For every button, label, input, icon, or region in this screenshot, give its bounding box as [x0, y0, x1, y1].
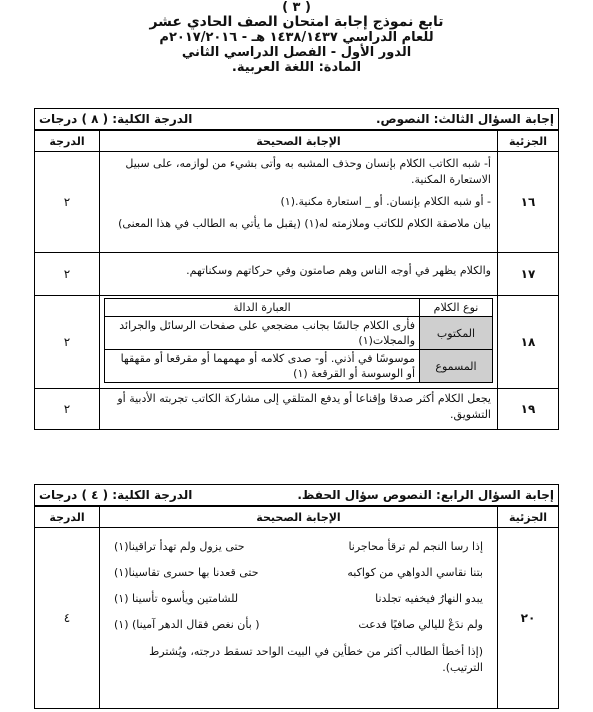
inner-table-row	[105, 317, 493, 350]
column-grade: الدرجة	[35, 507, 100, 527]
answer-line: - أو شبه الكلام بإنسان. أو _ استعارة مكنية.(١)	[280, 195, 491, 208]
grade-value: ٢	[35, 253, 100, 295]
header-year: للعام الدراسي ١٤٣٨/١٤٣٧ هـ - ٢٠١٧/٢٠١٦م	[159, 30, 434, 45]
answer-line: يجعل الكلام أكثر صدقا وإقناعا أو يدفع المتلقي إلى مشاركة الكاتب تجربته الأدبية أو التشويق.	[117, 392, 491, 421]
inner-header-phrase: العبارة الدالة	[105, 299, 420, 317]
part-number: ١٧	[497, 253, 558, 295]
answer-line: بيان ملاصقة الكلام للكاتب وملازمته له(١) (يقبل ما يأتي به الطالب في هذا المعنى)	[118, 217, 491, 230]
question4-header	[35, 485, 558, 507]
answer-text	[100, 253, 497, 295]
poem-verse	[104, 586, 493, 612]
answer-row-18	[35, 296, 558, 389]
answer-row-16	[35, 152, 558, 253]
part-number: ١٨	[497, 296, 558, 388]
question3-title: إجابة السؤال الثالث: النصوص.	[375, 112, 554, 126]
grade-value: ٢	[35, 389, 100, 429]
verse-second-half: حتى يزول ولم تهدأ تراقينا(١)	[114, 540, 245, 553]
speech-type: المسموع	[420, 350, 493, 383]
grade-value: ٤	[35, 528, 100, 708]
grade-value: ٢	[35, 296, 100, 388]
question4-title: إجابة السؤال الرابع: النصوص سؤال الحفظ.	[297, 488, 554, 502]
verse-second-half: ( بأن نغص فقال الدهر آمينا) (١)	[114, 618, 260, 631]
header-term: الدور الأول - الفصل الدراسي الثاني	[181, 45, 412, 60]
header-title: تابع نموذج إجابة امتحان الصف الحادي عشر	[149, 14, 444, 30]
part-number: ١٦	[497, 152, 558, 252]
answer-row-17	[35, 253, 558, 296]
answer-line: والكلام يظهر في أوجه الناس وهم صامتون وفي حركاتهم وسكناتهم.	[186, 264, 491, 277]
inner-table-header	[105, 299, 493, 317]
verse-first-half: إذا رسا النجم لم ترقأ محاجرنا	[348, 540, 483, 553]
poem-answer	[100, 528, 497, 708]
question4-section	[34, 484, 559, 709]
document-header	[0, 0, 593, 75]
inner-table-row	[105, 350, 493, 383]
verse-second-half: للشامتين ويأسوه تأسينا (١)	[114, 592, 239, 605]
answer-table-cell	[100, 296, 497, 388]
verse-first-half: يبدو النهارُ فيخفيه تجلدنا	[375, 592, 483, 605]
part-number: ٢٠	[497, 528, 558, 708]
question3-header	[35, 109, 558, 131]
answer-text	[100, 389, 497, 429]
verse-first-half: بتنا نقاسي الدواهي من كواكبه	[347, 566, 483, 579]
inner-header-type: نوع الكلام	[420, 299, 493, 317]
column-answer: الإجابة الصحيحة	[256, 134, 341, 148]
grading-note: (إذا أخطأ الطالب أكثر من خطأين في البيت الواحد تسقط درجته، ويُشترط الترتيب).	[149, 645, 483, 674]
poem-verse	[104, 560, 493, 586]
answer-line: أ- شبه الكاتب الكلام بإنسان وحذف المشبه به وأتى بشيء من لوازمه، على سبيل الاستعارة المكنية.	[125, 157, 491, 186]
verse-first-half: ولم ندَعْ لليالي صافيًا فدعت	[358, 618, 483, 631]
verse-second-half: حتى قعدنا بها حسرى تقاسينا(١)	[114, 566, 259, 579]
question4-column-headers	[35, 507, 558, 528]
grade-value: ٢	[35, 152, 100, 252]
speech-phrase: فأرى الكلام جالسًا بجانب مضجعي على صفحات الرسائل والجرائد والمجلات(١)	[105, 317, 420, 350]
column-part: الجزئية	[497, 131, 558, 151]
poem-verse	[104, 534, 493, 560]
answer-row-19	[35, 389, 558, 429]
part-number: ١٩	[497, 389, 558, 429]
speech-type: المكتوب	[420, 317, 493, 350]
column-part: الجزئية	[497, 507, 558, 527]
poem-verse	[104, 612, 493, 638]
header-subject: المادة: اللغة العربية.	[231, 60, 362, 75]
question3-column-headers	[35, 131, 558, 152]
answer-row-20	[35, 528, 558, 708]
question4-total: الدرجة الكلية: ( ٤ ) درجات	[39, 488, 193, 502]
speech-type-table	[104, 298, 493, 383]
page-number: ( ٣ )	[282, 0, 311, 15]
column-answer: الإجابة الصحيحة	[256, 510, 341, 524]
speech-phrase: موسوسًا في أذني. أو- صدى كلامه أو مهمهما أو مقرقعا أو مقهقها أو الوسوسة أو القرقعة (١)	[105, 350, 420, 383]
answer-text	[100, 152, 497, 252]
column-grade: الدرجة	[35, 131, 100, 151]
question3-total: الدرجة الكلية: ( ٨ ) درجات	[39, 112, 193, 126]
question3-section	[34, 108, 559, 430]
